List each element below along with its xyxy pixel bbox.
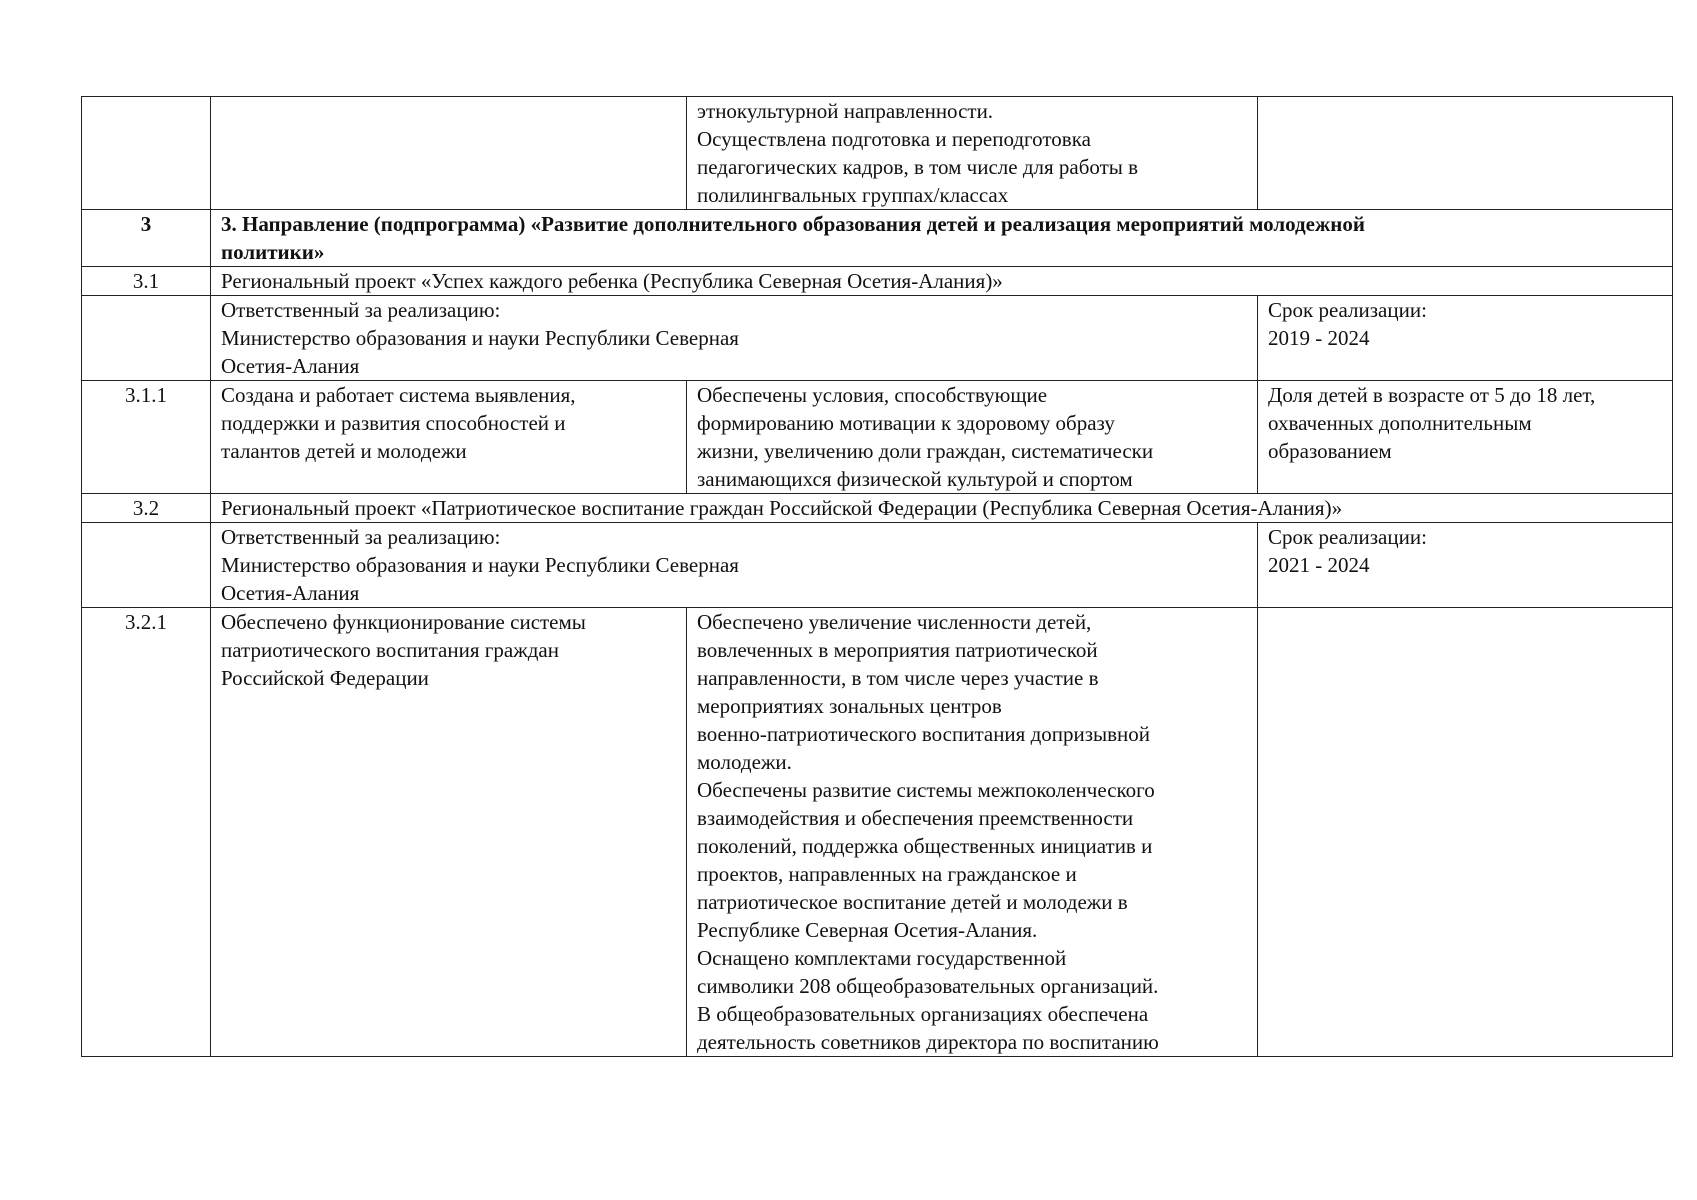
text-line: этнокультурной направленности. — [697, 99, 994, 123]
text-line: поколений, поддержка общественных инициатив и — [697, 834, 1153, 858]
cell-indicator — [1258, 97, 1673, 210]
text-line: направленности, в том числе через участие в — [697, 666, 1099, 690]
table-row-task-3-1-1 — [82, 381, 1673, 494]
text-line: занимающихся физической культурой и спортом — [697, 467, 1133, 491]
table-row-section-3 — [82, 210, 1673, 267]
text-line: поддержки и развития способностей и — [221, 411, 566, 435]
cell-number — [82, 523, 211, 608]
text-line: талантов детей и молодежи — [221, 439, 467, 463]
term-label: Срок реализации: — [1268, 525, 1427, 549]
text-line: Обеспечены условия, способствующие — [697, 383, 1048, 407]
responsible-cell — [211, 296, 1258, 381]
text-line: В общеобразовательных организациях обеспечена — [697, 1002, 1149, 1026]
text-line: Доля детей в возрасте от 5 до 18 лет, — [1268, 383, 1596, 407]
text-line: проектов, направленных на гражданское и — [697, 862, 1077, 886]
text-line: Создана и работает система выявления, — [221, 383, 576, 407]
text-line: Обеспечены развитие системы межпоколенческого — [697, 778, 1155, 802]
term-value: 2019 - 2024 — [1268, 326, 1370, 350]
task-number: 3.2.1 — [82, 608, 211, 1057]
term-label: Срок реализации: — [1268, 298, 1427, 322]
cell-number — [82, 296, 211, 381]
section-title-line: 3. Направление (подпрограмма) «Развитие дополнительного образования детей и реализация мероприятий молодежной — [221, 212, 1365, 236]
table-row-task-3-2-1 — [82, 608, 1673, 1057]
project-title — [211, 267, 1673, 296]
section-number: 3 — [82, 210, 211, 267]
cell-result — [687, 608, 1258, 1057]
text-line: Республике Северная Осетия-Алания. — [697, 918, 1038, 942]
text-line: деятельность советников директора по воспитанию — [697, 1030, 1159, 1054]
cell-indicator — [1258, 381, 1673, 494]
text-line: патриотическое воспитание детей и молодежи в — [697, 890, 1128, 914]
term-cell — [1258, 523, 1673, 608]
cell-task — [211, 97, 687, 210]
project-title — [211, 494, 1673, 523]
project-title-line: Региональный проект «Патриотическое воспитание граждан Российской Федерации (Республика Северная Осетия-Алания)» — [221, 496, 1343, 520]
cell-number — [82, 97, 211, 210]
text-line: взаимодействия и обеспечения преемственности — [697, 806, 1134, 830]
text-line: мероприятиях зональных центров — [697, 694, 1002, 718]
responsible-label: Ответственный за реализацию: — [221, 525, 501, 549]
text-line: Осуществлена подготовка и переподготовка — [697, 127, 1091, 151]
text-line: Оснащено комплектами государственной — [697, 946, 1067, 970]
responsible-label: Ответственный за реализацию: — [221, 298, 501, 322]
responsible-value: Министерство образования и науки Республики Северная — [221, 553, 739, 577]
section-title-line: политики» — [221, 240, 325, 264]
text-line: патриотического воспитания граждан — [221, 638, 559, 662]
text-line: охваченных дополнительным — [1268, 411, 1532, 435]
table-row-project-3-1 — [82, 267, 1673, 296]
text-line: формированию мотивации к здоровому образу — [697, 411, 1115, 435]
responsible-value: Осетия-Алания — [221, 354, 360, 378]
task-number: 3.1.1 — [82, 381, 211, 494]
responsible-value: Осетия-Алания — [221, 581, 360, 605]
project-title-line: Региональный проект «Успех каждого ребенка (Республика Северная Осетия-Алания)» — [221, 269, 1003, 293]
text-line: образованием — [1268, 439, 1392, 463]
cell-result — [687, 97, 1258, 210]
table-row-project-3-1-responsible — [82, 296, 1673, 381]
section-title — [211, 210, 1673, 267]
project-number: 3.2 — [82, 494, 211, 523]
text-line: Обеспечено функционирование системы — [221, 610, 586, 634]
term-value: 2021 - 2024 — [1268, 553, 1370, 577]
text-line: жизни, увеличению доли граждан, систематически — [697, 439, 1154, 463]
text-line: военно-патриотического воспитания допризывной — [697, 722, 1151, 746]
table-row-continuation — [82, 97, 1673, 210]
text-line: вовлеченных в мероприятия патриотической — [697, 638, 1098, 662]
cell-result — [687, 381, 1258, 494]
cell-task — [211, 381, 687, 494]
table-row-project-3-2 — [82, 494, 1673, 523]
text-line: Российской Федерации — [221, 666, 429, 690]
responsible-value: Министерство образования и науки Республики Северная — [221, 326, 739, 350]
text-line: символики 208 общеобразовательных организаций. — [697, 974, 1159, 998]
text-line: полилингвальных группах/классах — [697, 183, 1009, 207]
table-row-project-3-2-responsible — [82, 523, 1673, 608]
project-number: 3.1 — [82, 267, 211, 296]
cell-task — [211, 608, 687, 1057]
projects-table — [81, 96, 1673, 1057]
cell-indicator — [1258, 608, 1673, 1057]
text-line: Обеспечено увеличение численности детей, — [697, 610, 1092, 634]
responsible-cell — [211, 523, 1258, 608]
text-line: педагогических кадров, в том числе для работы в — [697, 155, 1139, 179]
text-line: молодежи. — [697, 750, 792, 774]
term-cell — [1258, 296, 1673, 381]
